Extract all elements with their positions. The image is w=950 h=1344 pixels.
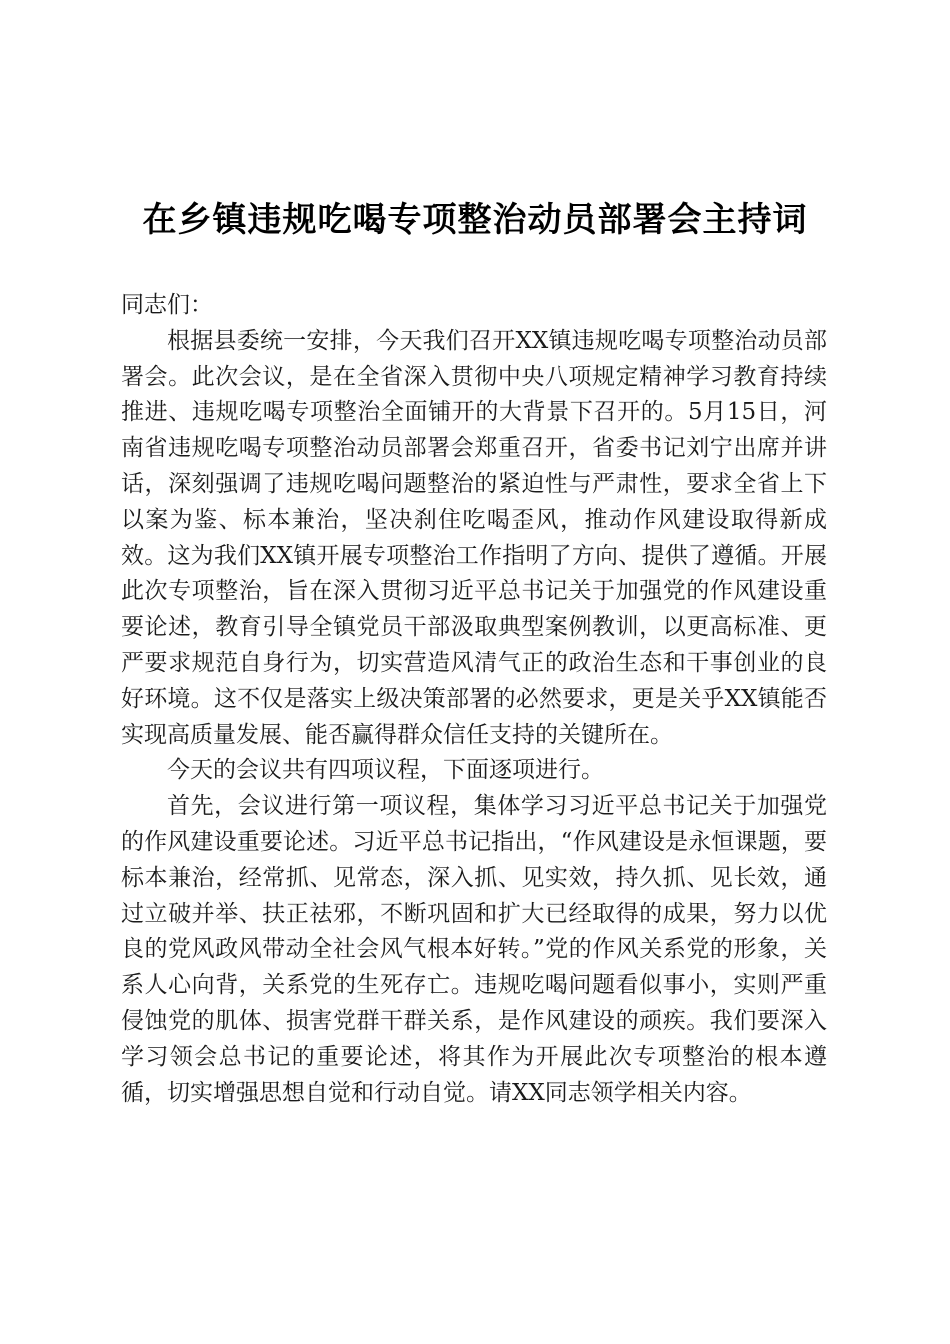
paragraph-background: 根据县委统一安排，今天我们召开XX镇违规吃喝专项整治动员部署会。此次会议，是在全省深入贯彻中央八项规定精神学习教育持续推进、违规吃喝专项整治全面铺开的大背景下召开的。5月15日，河南省违规吃喝专项整治动员部署会郑重召开，省委书记刘宁出席并讲话，深刻强调了违规吃喝问题整治的紧迫性与严肃性，要求全省上下以案为鉴、标本兼治，坚决刹住吃喝歪风，推动作风建设取得新成效。这为我们XX镇开展专项整治工作指明了方向、提供了遵循。开展此次专项整治，旨在深入贯彻习近平总书记关于加强党的作风建设重要论述，教育引导全镇党员干部汲取典型案例教训，以更高标准、更严要求规范自身行为，切实营造风清气正的政治生态和干事创业的良好环境。这不仅是落实上级决策部署的必然要求，更是关乎XX镇能否实现高质量发展、能否赢得群众信任支持的关键所在。: [121, 327, 827, 748]
paragraph-first-item: 首先，会议进行第一项议程，集体学习习近平总书记关于加强党的作风建设重要论述。习近平总书记指出，“作风建设是永恒课题，要标本兼治，经常抓、见常态，深入抓、见实效，持久抓、见长效，通过立破并举、扶正祛邪，不断巩固和扩大已经取得的成果，努力以优良的党风政风带动全社会风气根本好转。”党的作风关系党的形象，关系人心向背，关系党的生死存亡。违规吃喝问题看似事小，实则严重侵蚀党的肌体、损害党群干群关系，是作风建设的顽疾。我们要深入学习领会总书记的重要论述，将其作为开展此次专项整治的根本遵循，切实增强思想自觉和行动自觉。请XX同志领学相关内容。: [121, 793, 827, 1106]
document-title: 在乡镇违规吃喝专项整治动员部署会主持词: [142, 200, 808, 240]
paragraph-agenda: 今天的会议共有四项议程，下面逐项进行。: [167, 757, 604, 784]
document-body: [121, 288, 827, 1111]
salutation: 同志们：: [121, 292, 213, 318]
